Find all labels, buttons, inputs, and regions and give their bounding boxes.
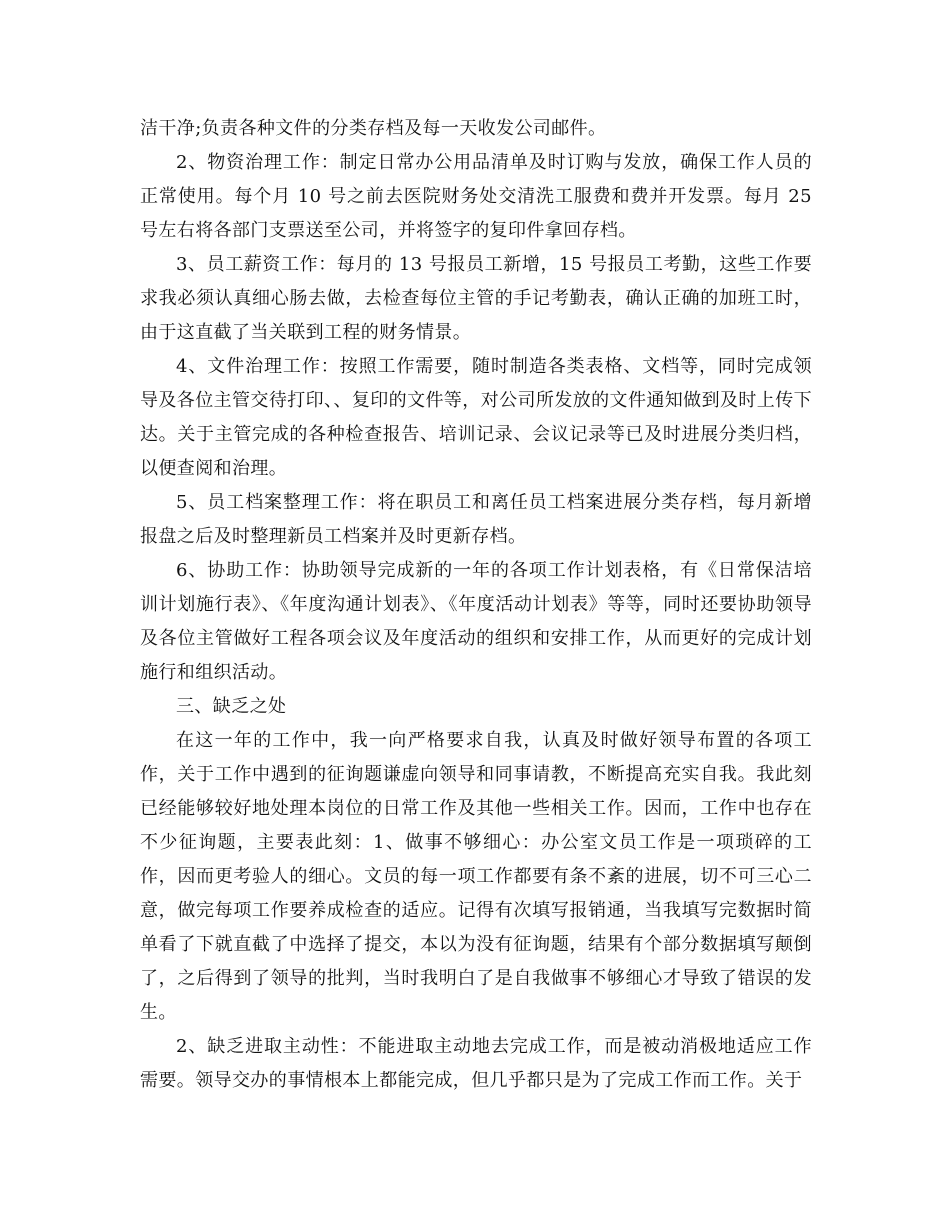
paragraph-document-management: 4、文件治理工作：按照工作需要，随时制造各类表格、文档等，同时完成领导及各位主管交待打印、、复印的文件等，对公司所发放的文件通知做到及时上传下达。关于主管完成的各种检查报告、培训记录、会议记录等已及时进展分类归档，以便查阅和治理。 [140, 356, 812, 479]
paragraph-continuation: 洁干净;负责各种文件的分类存档及每一天收发公司邮件。 [140, 118, 607, 139]
paragraph-materials-management: 2、物资治理工作：制定日常办公用品清单及时订购与发放，确保工作人员的正常使用。每个月 10 号之前去医院财务处交清洗工服费和费并开发票。每月 25 号左右将各部门支票送至公司，并将签字的复印件拿回存档。 [140, 152, 812, 241]
paragraph-salary-work: 3、员工薪资工作：每月的 13 号报员工新增，15 号报员工考勤，这些工作要求我必须认真细心肠去做，去检查每位主管的手记考勤表，确认正确的加班工时，由于这直截了当关联到工程的财务情景。 [140, 254, 812, 343]
paragraph-lack-initiative: 2、缺乏进取主动性：不能进取主动地去完成工作，而是被动消极地适应工作需要。领导交办的事情根本上都能完成，但几乎都只是为了完成工作而工作。关于 [140, 1036, 812, 1091]
paragraph-shortcomings-detail: 在这一年的工作中，我一向严格要求自我，认真及时做好领导布置的各项工作，关于工作中遇到的征询题谦虚向领导和同事请教，不断提高充实自我。我此刻已经能够较好地处理本岗位的日常工作及其他一些相关工作。因而，工作中也存在不少征询题，主要表此刻：1、做事不够细心：办公室文员工作是一项琐碎的工作，因而更考验人的细心。文员的每一项工作都要有条不紊的进展，切不可三心二意，做完每项工作要养成检查的适应。记得有次填写报销通，当我填写完数据时简单看了下就直截了中选择了提交，本以为没有征询题，结果有个部分数据填写颠倒了，之后得到了领导的批判，当时我明白了是自我做事不够细心才导致了错误的发生。 [140, 730, 812, 1023]
paragraph-assistance-work: 6、协助工作：协助领导完成新的一年的各项工作计划表格，有《日常保洁培训计划施行表》、《年度沟通计划表》、《年度活动计划表》等等，同时还要协助领导及各位主管做好工程各项会议及年度活动的组织和安排工作，从而更好的完成计划施行和组织活动。 [140, 560, 812, 683]
section-heading-shortcomings: 三、缺乏之处 [176, 696, 287, 717]
document-body [140, 112, 812, 1098]
paragraph-employee-archives: 5、员工档案整理工作：将在职员工和离任员工档案进展分类存档，每月新增报盘之后及时整理新员工档案并及时更新存档。 [140, 492, 812, 547]
